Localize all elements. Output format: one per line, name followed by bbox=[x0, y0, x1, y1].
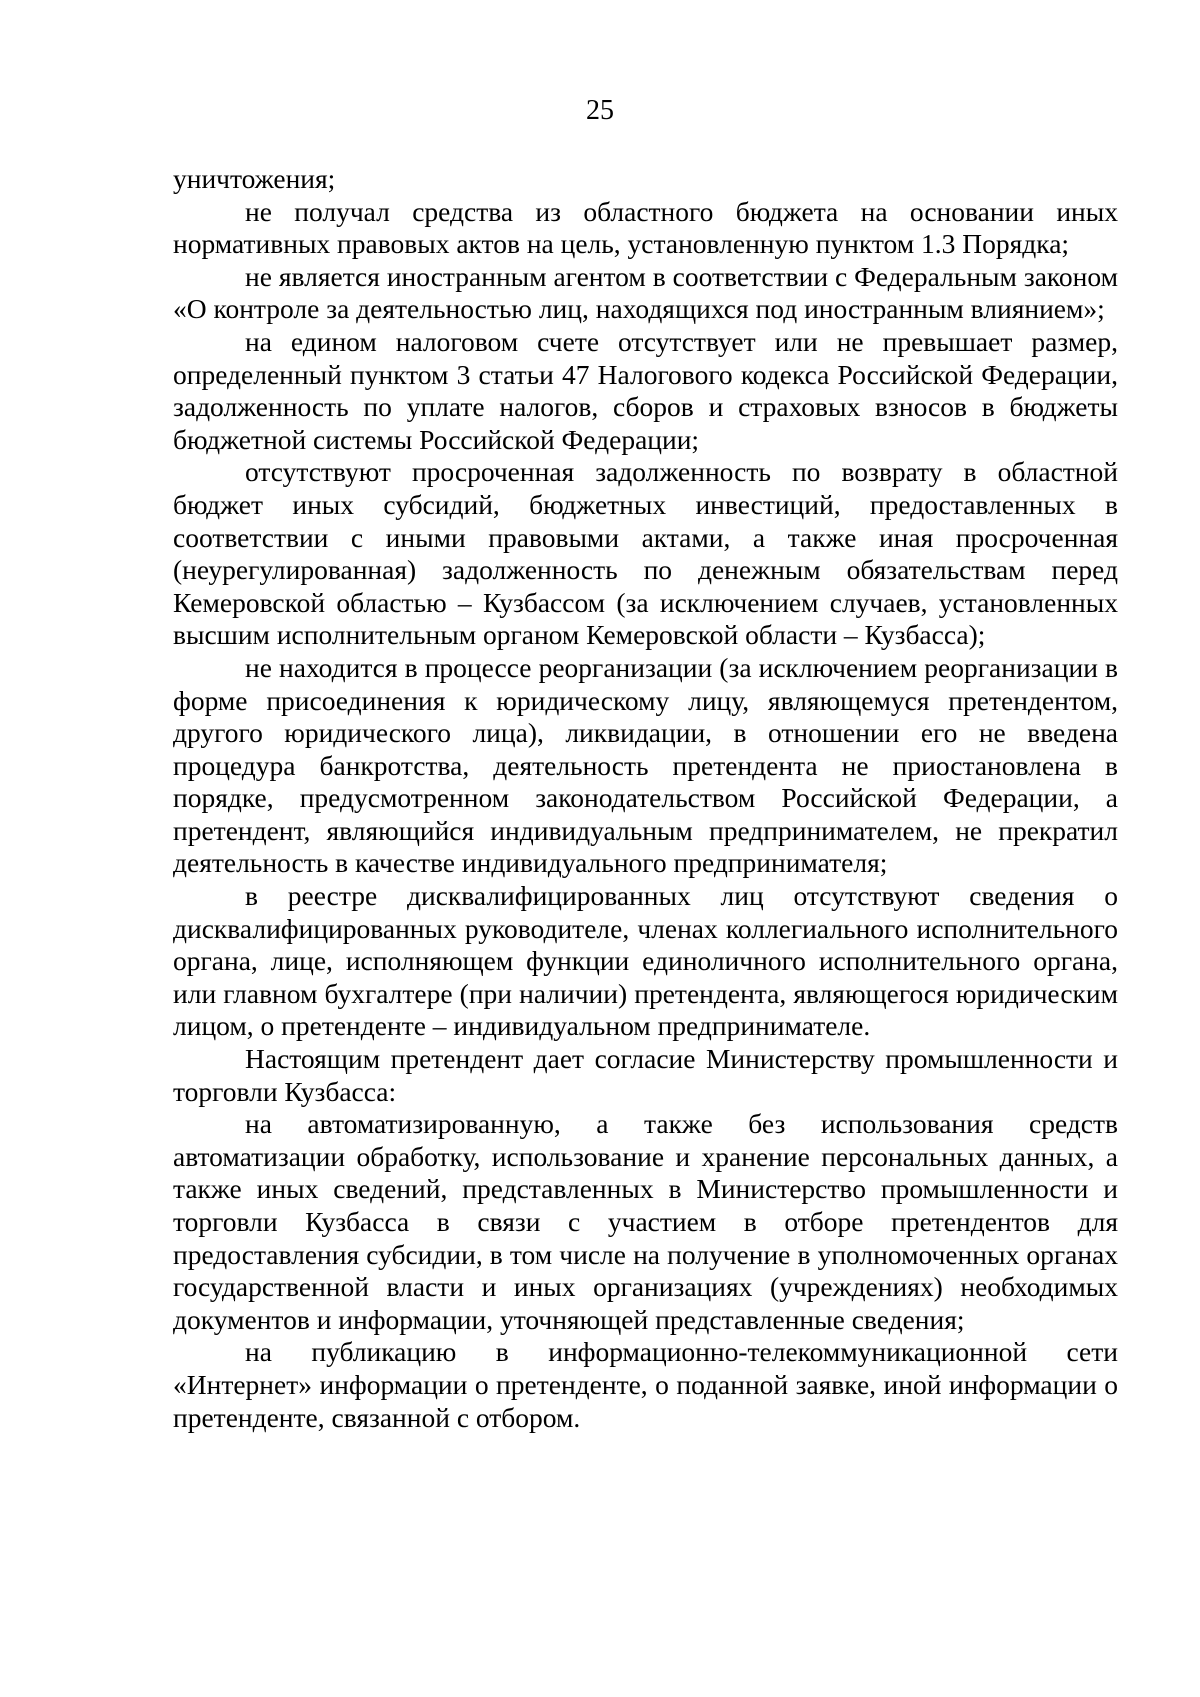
paragraph: на автоматизированную, а также без использования средств автоматизации обработку, использование и хранение персональных данных, а также иных сведений, представленных в Министерство промышленности и торговли Кузбасса в связи с участием в отборе претендентов для предоставления субсидии, в том числе на получение в уполномоченных органах государственной власти и иных организациях (учреждениях) необходимых документов и информации, уточняющей представленные сведения; bbox=[173, 1108, 1118, 1335]
page-number: 25 bbox=[586, 95, 614, 126]
paragraph: в реестре дисквалифицированных лиц отсутствуют сведения о дисквалифицированных руководителе, членах коллегиального исполнительного органа, лице, исполняющем функции единоличного исполнительного органа, или главном бухгалтере (при наличии) претендента, являющегося юридическим лицом, о претенденте – индивидуальном предпринимателе. bbox=[173, 880, 1118, 1042]
paragraph: не получал средства из областного бюджета на основании иных нормативных правовых актов на цель, установленную пунктом 1.3 Порядка; bbox=[173, 195, 1118, 260]
paragraph: не является иностранным агентом в соответствии с Федеральным законом «О контроле за деятельностью лиц, находящихся под иностранным влиянием»; bbox=[173, 260, 1118, 325]
paragraph: не находится в процессе реорганизации (за исключением реорганизации в форме присоединения к юридическому лицу, являющемуся претендентом, другого юридического лица), ликвидации, в отношении его не введена процедура банкротства, деятельность претендента не приостановлена в порядке, предусмотренном законодательством Российской Федерации, а претендент, являющийся индивидуальным предпринимателем, не прекратил деятельность в качестве индивидуального предпринимателя; bbox=[173, 651, 1118, 879]
paragraph: отсутствуют просроченная задолженность по возврату в областной бюджет иных субсидий, бюджетных инвестиций, предоставленных в соответствии с иными правовыми актами, а также иная просроченная (неурегулированная) задолженность по денежным обязательствам перед Кемеровской областью – Кузбассом (за исключением случаев, установленных высшим исполнительным органом Кемеровской области – Кузбасса); bbox=[173, 456, 1118, 651]
paragraph: на публикацию в информационно-телекоммуникационной сети «Интернет» информации о претенденте, о поданной заявке, иной информации о претенденте, связанной с отбором. bbox=[173, 1336, 1118, 1433]
paragraph: уничтожения; bbox=[173, 163, 336, 194]
document-body bbox=[173, 163, 1118, 1434]
paragraph: Настоящим претендент дает согласие Министерству промышленности и торговли Кузбасса: bbox=[173, 1043, 1118, 1107]
paragraph: на едином налоговом счете отсутствует или не превышает размер, определенный пунктом 3 статьи 47 Налогового кодекса Российской Федерации, задолженность по уплате налогов, сборов и страховых взносов в бюджеты бюджетной системы Российской Федерации; bbox=[173, 325, 1118, 455]
